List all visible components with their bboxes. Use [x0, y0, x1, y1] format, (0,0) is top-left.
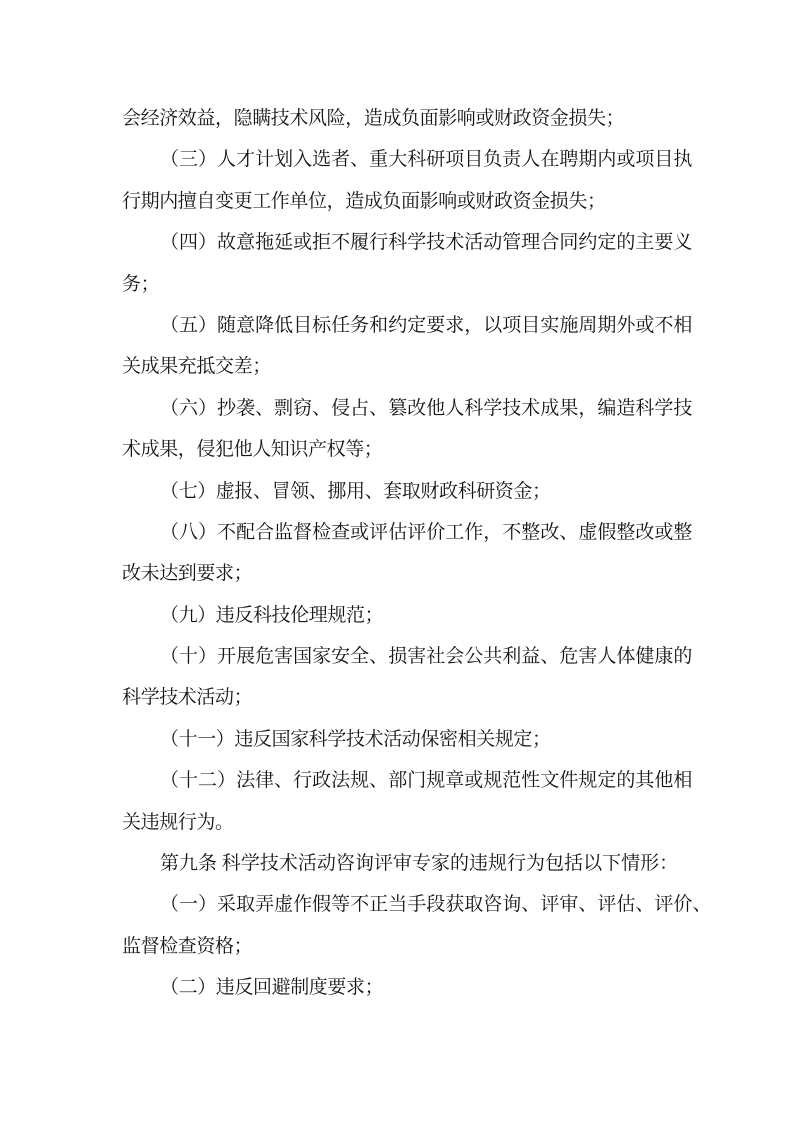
character: 、 — [369, 646, 389, 668]
character: 低 — [274, 314, 294, 336]
character: 规 — [483, 770, 503, 792]
character: 损 — [388, 646, 408, 668]
character: 家 — [312, 646, 332, 668]
character: 督 — [293, 521, 313, 543]
character: 周 — [578, 314, 598, 336]
character: 术 — [278, 853, 298, 875]
text-line: （九）违反科技伦理规范； — [160, 604, 384, 626]
character: 查 — [331, 521, 351, 543]
character: 、 — [274, 770, 294, 792]
character: 或 — [654, 521, 674, 543]
character: 故 — [217, 232, 237, 254]
character: 九 — [179, 853, 199, 875]
character: 律 — [255, 770, 275, 792]
text-line: 关成果充抵交差； — [122, 356, 271, 378]
character: 、 — [521, 894, 541, 916]
character: 家 — [430, 853, 450, 875]
character: 入 — [293, 149, 313, 171]
character: 专 — [411, 853, 431, 875]
character: 虚 — [578, 521, 598, 543]
character: 害 — [274, 646, 294, 668]
character: 学 — [483, 397, 503, 419]
character: 或 — [293, 232, 313, 254]
character: 或 — [350, 521, 370, 543]
character: 成 — [540, 397, 560, 419]
character: 和 — [369, 314, 389, 336]
character: 务 — [350, 314, 370, 336]
character: 违 — [469, 853, 489, 875]
character: 求 — [445, 314, 465, 336]
character: 国 — [293, 646, 313, 668]
character: 标 — [312, 314, 332, 336]
character: 以 — [483, 314, 503, 336]
character: 第 — [160, 853, 180, 875]
character: 法 — [236, 770, 256, 792]
character: 学 — [654, 397, 674, 419]
character: 目 — [464, 149, 484, 171]
character: 或 — [635, 314, 655, 336]
paragraph — [122, 719, 675, 760]
character: 整 — [616, 521, 636, 543]
paragraph — [122, 636, 693, 719]
text-line: （二）违反回避制度要求； — [160, 977, 384, 999]
character: 期 — [597, 314, 617, 336]
character: 会 — [445, 646, 465, 668]
character: 范 — [502, 770, 522, 792]
character: 聘 — [559, 149, 579, 171]
character: 的 — [616, 770, 636, 792]
character: 要 — [426, 314, 446, 336]
character: 手 — [407, 894, 427, 916]
character: 他 — [426, 397, 446, 419]
character: 技 — [426, 232, 446, 254]
character: 等 — [331, 894, 351, 916]
paragraph — [122, 512, 693, 595]
character: 项 — [445, 149, 465, 171]
character: 技 — [502, 397, 522, 419]
character: 同 — [559, 232, 579, 254]
character: 拒 — [312, 232, 332, 254]
character: 整 — [521, 521, 541, 543]
character: 划 — [274, 149, 294, 171]
character: 规 — [426, 770, 446, 792]
paragraph — [122, 843, 679, 884]
character: 要 — [654, 232, 674, 254]
text-line: 行期内擅自变更工作单位，造成负面影响或财政资金损失； — [122, 190, 606, 212]
character: 动 — [316, 853, 336, 875]
character: 门 — [407, 770, 427, 792]
character: 、 — [692, 894, 712, 916]
character: （ — [160, 646, 180, 668]
character: （ — [160, 149, 180, 171]
character: 选 — [312, 149, 332, 171]
character: 作 — [464, 521, 484, 543]
character: 降 — [255, 314, 275, 336]
paragraph — [122, 760, 693, 843]
character: 规 — [488, 853, 508, 875]
character: 计 — [255, 149, 275, 171]
character: 科 — [388, 232, 408, 254]
character: 、 — [255, 397, 275, 419]
character: 定 — [597, 232, 617, 254]
text-line: （十一）违反国家科学技术活动保密相关规定； — [160, 728, 551, 750]
character: 条 — [198, 853, 218, 875]
character: 研 — [426, 149, 446, 171]
character: 外 — [616, 314, 636, 336]
character: 配 — [236, 521, 256, 543]
character: 相 — [673, 314, 693, 336]
character: 行 — [369, 232, 389, 254]
character: （ — [160, 894, 180, 916]
character: 获 — [445, 894, 465, 916]
character: 询 — [502, 894, 522, 916]
character: 体 — [616, 646, 636, 668]
character: 目 — [654, 149, 674, 171]
character: 管 — [502, 232, 522, 254]
text-line — [122, 139, 693, 180]
character: 括 — [564, 853, 584, 875]
text-block — [122, 98, 712, 1009]
character: 评 — [369, 521, 389, 543]
character: 任 — [331, 314, 351, 336]
character: 在 — [540, 149, 560, 171]
character: 审 — [559, 894, 579, 916]
character: 咨 — [483, 894, 503, 916]
character: 的 — [673, 646, 693, 668]
character: 、 — [540, 646, 560, 668]
character: 责 — [502, 149, 522, 171]
character: 四 — [179, 232, 199, 254]
paragraph — [122, 471, 675, 512]
character: 袭 — [236, 397, 256, 419]
paragraph — [122, 388, 693, 471]
character: 他 — [654, 770, 674, 792]
character: ， — [578, 397, 598, 419]
character: 改 — [635, 521, 655, 543]
character: 目 — [521, 314, 541, 336]
character: （ — [160, 770, 180, 792]
text-line: 会经济效益，隐瞒技术风险，造成负面影响或财政资金损失； — [122, 108, 625, 129]
character: 十 — [179, 770, 199, 792]
text-line: 监督检查资格； — [122, 935, 253, 957]
character: ） — [198, 314, 218, 336]
character: 整 — [673, 521, 693, 543]
character: ） — [198, 149, 218, 171]
character: 施 — [559, 314, 579, 336]
character: 三 — [179, 149, 199, 171]
character: 定 — [407, 314, 427, 336]
character: 估 — [616, 894, 636, 916]
character: 人 — [597, 646, 617, 668]
character: 采 — [217, 894, 237, 916]
character: 义 — [673, 232, 693, 254]
character: 评 — [407, 521, 427, 543]
character: 开 — [217, 646, 237, 668]
character: 不 — [217, 521, 237, 543]
character: 造 — [616, 397, 636, 419]
character: 合 — [255, 521, 275, 543]
character: 行 — [507, 853, 527, 875]
character: 不 — [654, 314, 674, 336]
character: 害 — [407, 646, 427, 668]
character: 危 — [559, 646, 579, 668]
character: 相 — [673, 770, 693, 792]
character: 正 — [369, 894, 389, 916]
text-line: 改未达到要求； — [122, 563, 253, 585]
character: 改 — [540, 521, 560, 543]
character: 、 — [350, 149, 370, 171]
character: 窃 — [293, 397, 313, 419]
character: 五 — [179, 314, 199, 336]
character: 假 — [597, 521, 617, 543]
character: 章 — [445, 770, 465, 792]
character: 科 — [407, 149, 427, 171]
character: ， — [464, 314, 484, 336]
character: 规 — [578, 770, 598, 792]
character: ） — [198, 646, 218, 668]
character: 件 — [559, 770, 579, 792]
character: （ — [160, 397, 180, 419]
character: 共 — [483, 646, 503, 668]
text-line: 关违规行为。 — [122, 811, 234, 833]
character: 合 — [540, 232, 560, 254]
character: 益 — [521, 646, 541, 668]
character: 术 — [445, 232, 465, 254]
character: 取 — [464, 894, 484, 916]
character: 段 — [426, 894, 446, 916]
character: 目 — [293, 314, 313, 336]
text-line — [122, 760, 693, 801]
character: 篡 — [388, 397, 408, 419]
paragraph — [122, 222, 693, 305]
character: 取 — [236, 894, 256, 916]
character: 活 — [464, 232, 484, 254]
character: 科 — [464, 397, 484, 419]
character: ） — [217, 770, 237, 792]
character: 以 — [583, 853, 603, 875]
text-line — [122, 305, 693, 346]
character: 理 — [521, 232, 541, 254]
character: 项 — [635, 149, 655, 171]
character: 执 — [673, 149, 693, 171]
character: 利 — [502, 646, 522, 668]
character: 价 — [426, 521, 446, 543]
character: 活 — [297, 853, 317, 875]
character: 的 — [616, 232, 636, 254]
character: 抄 — [217, 397, 237, 419]
character: 评 — [654, 894, 674, 916]
text-line — [122, 222, 693, 263]
character: 者 — [331, 149, 351, 171]
paragraph — [122, 967, 675, 1008]
character: 科 — [221, 853, 241, 875]
character: 包 — [545, 853, 565, 875]
character: 履 — [350, 232, 370, 254]
character: （ — [160, 314, 180, 336]
character: 实 — [540, 314, 560, 336]
character: 不 — [331, 232, 351, 254]
character: ： — [659, 853, 679, 875]
character: 展 — [236, 646, 256, 668]
character: 价 — [673, 894, 693, 916]
character: 社 — [426, 646, 446, 668]
character: 编 — [597, 397, 617, 419]
character: 部 — [388, 770, 408, 792]
character: 期 — [578, 149, 598, 171]
character: 占 — [350, 397, 370, 419]
character: 剽 — [274, 397, 294, 419]
character: 形 — [640, 853, 660, 875]
character: 定 — [597, 770, 617, 792]
text-line — [122, 843, 679, 884]
character: ） — [198, 521, 218, 543]
text-line — [122, 884, 712, 925]
character: 延 — [274, 232, 294, 254]
character: 或 — [616, 149, 636, 171]
character: 评 — [373, 853, 393, 875]
text-line: （七）虚报、冒领、挪用、套取财政科研资金； — [160, 480, 551, 502]
character: 、 — [578, 894, 598, 916]
character: 全 — [350, 646, 370, 668]
character: 为 — [526, 853, 546, 875]
character: 估 — [388, 521, 408, 543]
character: 询 — [354, 853, 374, 875]
text-line — [122, 512, 693, 553]
character: 或 — [464, 770, 484, 792]
character: 果 — [559, 397, 579, 419]
character: 意 — [236, 314, 256, 336]
character: 的 — [449, 853, 469, 875]
character: 当 — [388, 894, 408, 916]
character: 人 — [521, 149, 541, 171]
character: 学 — [240, 853, 260, 875]
character: ） — [198, 232, 218, 254]
character: 重 — [369, 149, 389, 171]
character: 主 — [635, 232, 655, 254]
character: 法 — [331, 770, 351, 792]
text-line: 务； — [122, 273, 160, 295]
character: 规 — [350, 770, 370, 792]
character: 八 — [179, 521, 199, 543]
text-line — [122, 388, 693, 429]
character: 大 — [388, 149, 408, 171]
character: 工 — [445, 521, 465, 543]
character: 、 — [312, 397, 332, 419]
character: 意 — [236, 232, 256, 254]
character: 监 — [274, 521, 294, 543]
character: 咨 — [335, 853, 355, 875]
character: 政 — [312, 770, 332, 792]
character: 改 — [407, 397, 427, 419]
character: 技 — [673, 397, 693, 419]
character: 、 — [559, 521, 579, 543]
character: 危 — [255, 646, 275, 668]
character: 、 — [369, 770, 389, 792]
character: 二 — [198, 770, 218, 792]
character: 检 — [312, 521, 332, 543]
character: 人 — [445, 397, 465, 419]
character: 六 — [179, 397, 199, 419]
character: 才 — [236, 149, 256, 171]
character: 评 — [597, 894, 617, 916]
character: （ — [160, 521, 180, 543]
character: 假 — [312, 894, 332, 916]
paragraph — [122, 139, 693, 222]
paragraph — [122, 884, 712, 967]
text-line: 术成果，侵犯他人知识产权等； — [122, 439, 383, 461]
character: 一 — [179, 894, 199, 916]
text-line: 科学技术活动； — [122, 687, 253, 709]
character: 十 — [179, 646, 199, 668]
character: 、 — [635, 894, 655, 916]
character: ） — [198, 397, 218, 419]
paragraph — [122, 98, 675, 139]
character: 弄 — [255, 894, 275, 916]
character: 不 — [350, 894, 370, 916]
character: 学 — [407, 232, 427, 254]
character: 人 — [217, 149, 237, 171]
character: 健 — [635, 646, 655, 668]
character: 科 — [635, 397, 655, 419]
character: 负 — [483, 149, 503, 171]
character: 侵 — [331, 397, 351, 419]
character: ， — [483, 521, 503, 543]
character: 内 — [597, 149, 617, 171]
character: （ — [160, 232, 180, 254]
character: 审 — [392, 853, 412, 875]
character: 项 — [502, 314, 522, 336]
character: 安 — [331, 646, 351, 668]
character: 评 — [540, 894, 560, 916]
character: 作 — [293, 894, 313, 916]
character: 文 — [540, 770, 560, 792]
character: 其 — [635, 770, 655, 792]
character: 术 — [521, 397, 541, 419]
paragraph — [122, 595, 675, 636]
character: 性 — [521, 770, 541, 792]
character: 下 — [602, 853, 622, 875]
character: 技 — [259, 853, 279, 875]
character: 虚 — [274, 894, 294, 916]
character: 康 — [654, 646, 674, 668]
character: 、 — [369, 397, 389, 419]
character: 动 — [483, 232, 503, 254]
character: 不 — [502, 521, 522, 543]
character: 情 — [621, 853, 641, 875]
character: 公 — [464, 646, 484, 668]
character: 约 — [388, 314, 408, 336]
character: 约 — [578, 232, 598, 254]
character: 行 — [293, 770, 313, 792]
character: 拖 — [255, 232, 275, 254]
character: ） — [198, 894, 218, 916]
character: 随 — [217, 314, 237, 336]
character: 害 — [578, 646, 598, 668]
paragraph — [122, 305, 693, 388]
text-line — [122, 636, 693, 677]
